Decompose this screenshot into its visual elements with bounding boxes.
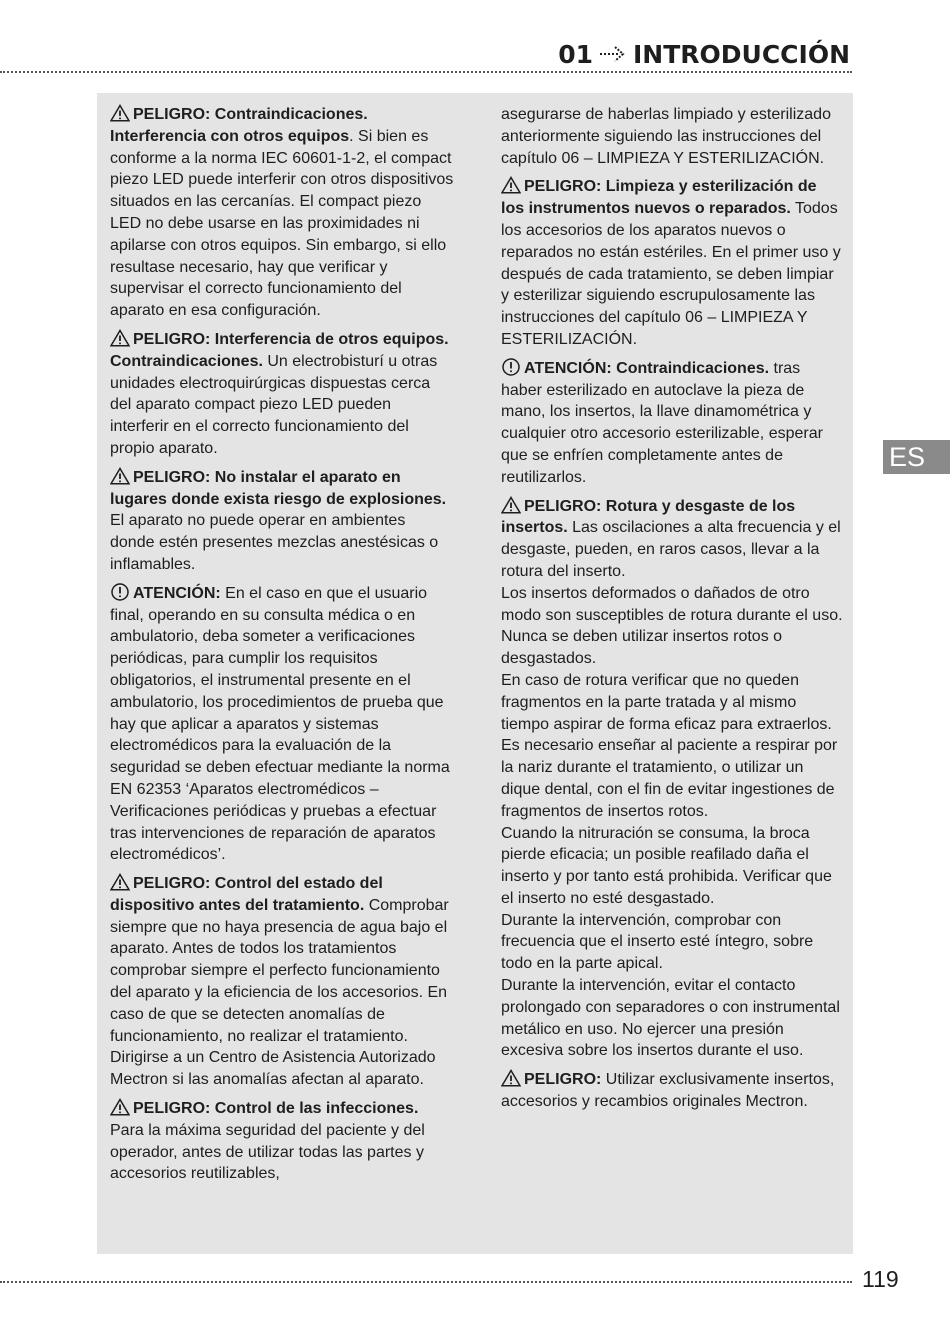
page-number: 119 <box>862 1266 899 1292</box>
warning-icon <box>110 1098 130 1116</box>
notice-heading: PELIGRO: Rotura y desgaste de los insertos. <box>501 497 796 537</box>
notice-paragraph <box>501 176 843 350</box>
language-tab: ES <box>883 440 950 474</box>
warning-icon <box>501 496 521 514</box>
notice-paragraph <box>501 358 843 489</box>
notice-text: tras haber esterilizado en autoclave la pieza de mano, los insertos, la llave dinamométrica y cualquier otro accesorio esterilizable, esperar que se enfríen completamente antes de reutilizarlos. <box>501 359 823 486</box>
notice-text: asegurarse de haberlas limpiado y esterilizado anteriormente siguiendo las instrucciones del capítulo 06 – LIMPIEZA Y ESTERILIZACIÓN. <box>501 106 831 167</box>
notice-paragraph <box>501 496 843 1063</box>
left-column <box>110 104 454 1192</box>
notice-paragraph <box>110 104 454 322</box>
right-column <box>501 104 843 1120</box>
warning-icon <box>501 1069 521 1087</box>
warning-icon <box>110 873 130 891</box>
attention-icon <box>110 583 130 601</box>
notice-paragraph <box>110 583 454 866</box>
notice-heading: PELIGRO: Limpieza y esterilización de los instrumentos nuevos o reparados. <box>501 178 817 218</box>
notice-paragraph <box>501 1069 843 1113</box>
notice-text: En el caso en que el usuario final, operando en su consulta médica o en ambulatorio, deba someter a verificaciones periódicas, para cumplir los requisitos obligatorios, el instrumental presente en el ambulatorio, los procedimientos de prueba que hay que aplicar a aparatos y sistemas electromédicos para la evaluación de la seguridad se deben efectuar mediante la norma EN 62353 ‘Aparatos electromédicos – Verificaciones periódicas y pruebas a efectuar tras intervenciones de reparación de aparatos electromédicos’. <box>110 584 450 864</box>
notice-text: Durante la intervención, evitar el contacto prolongado con separadores o con instrumental metálico en uso. No ejercer una presión excesiva sobre los insertos durante el uso. <box>501 977 840 1060</box>
notice-paragraph <box>110 329 454 460</box>
notice-heading: PELIGRO: Interferencia de otros equipos. Contraindicaciones. <box>110 330 449 370</box>
warning-icon <box>110 467 130 485</box>
notice-text: Los insertos deformados o dañados de otro modo son susceptibles de rotura durante el uso. Nunca se deben utilizar insertos rotos o desgastados. <box>501 584 843 668</box>
dotted-arrow-icon <box>599 44 627 64</box>
notice-paragraph <box>110 467 454 576</box>
header-dotted-rule <box>0 71 852 73</box>
notice-text: Para la máxima seguridad del paciente y del operador, antes de utilizar todas las partes y accesorios reutilizables, <box>110 1121 425 1183</box>
notice-text: Las oscilaciones a alta frecuencia y el desgaste, pueden, en raros casos, llevar a la rotura del inserto. <box>501 519 841 580</box>
attention-icon <box>501 358 521 376</box>
warning-icon <box>501 176 521 194</box>
warning-icon <box>110 104 130 122</box>
warning-icon <box>110 329 130 347</box>
notice-text: Durante la intervención, comprobar con frecuencia que el inserto esté íntegro, sobre todo en la parte apical. <box>501 911 814 973</box>
notice-text: Es necesario enseñar al paciente a respirar por la nariz durante el tratamiento, o utilizar un dique dental, con el fin de evitar ingestiones de fragmentos de insertos rotos. <box>501 737 838 820</box>
footer-dotted-rule <box>0 1281 852 1283</box>
section-header <box>558 36 850 72</box>
notice-text: Un electrobisturí u otras unidades electroquirúrgicas dispuestas cerca del aparato compact piezo LED pueden interferir en el correcto funcionamiento del propio aparato. <box>110 352 438 457</box>
notice-text: Cuando la nitruración se consuma, la broca pierde eficacia; un posible reafilado daña el inserto y por tanto está prohibida. Verificar que el inserto no esté desgastado. <box>501 824 832 907</box>
section-title: INTRODUCCIÓN <box>632 39 850 69</box>
notice-heading: PELIGRO: No instalar el aparato en lugares donde exista riesgo de explosiones. <box>110 468 447 508</box>
notice-heading: ATENCIÓN: <box>133 584 221 602</box>
notice-text: El aparato no puede operar en ambientes donde estén presentes mezclas anestésicas o inflamables. <box>110 512 439 573</box>
section-number: 01 <box>558 39 593 69</box>
notice-heading: PELIGRO: Control de las infecciones. <box>133 1100 419 1118</box>
notice-text: . Si bien es conforme a la norma IEC 60601-1-2, el compact piezo LED puede interferir con otros dispositivos situados en las cercanías. El compact piezo LED no debe usarse en las proximidades ni apilarse con otros equipos. Sin embargo, si ello resultase necesario, hay que verificar y supervisar el correcto funcionamiento del aparato en esa configuración. <box>110 127 454 320</box>
notice-text: Todos los accesorios de los aparatos nuevos o reparados no están estériles. En el primer uso y después de cada tratamiento, se deben limpiar y esterilizar siguiendo escrupulosamente las instrucciones del capítulo 06 – LIMPIEZA Y ESTERILIZACIÓN. <box>501 200 841 348</box>
notice-text: Comprobar siempre que no haya presencia de agua bajo el aparato. Antes de todos los tratamientos comprobar siempre el perfecto funcionamiento del aparato y la eficiencia de los accesorios. En caso de que se detecten anomalías de funcionamiento, no realizar el tratamiento. Dirigirse a un Centro de Asistencia Autorizado Mectron si las anomalías afectan al aparato. <box>110 896 449 1089</box>
notice-paragraph <box>110 873 454 1091</box>
notice-text: En caso de rotura verificar que no queden fragmentos en la parte tratada y al mismo tiempo aspirar de forma eficaz para extraerlos. <box>501 671 832 733</box>
notice-paragraph <box>501 104 843 169</box>
notice-heading: PELIGRO: Contraindicaciones. Interferencia con otros equipos <box>110 106 368 145</box>
notice-heading: PELIGRO: <box>524 1071 602 1089</box>
notice-heading: PELIGRO: Control del estado del dispositivo antes del tratamiento. <box>110 875 383 914</box>
notice-paragraph <box>110 1098 454 1185</box>
notice-text: Utilizar exclusivamente insertos, accesorios y recambios originales Mectron. <box>501 1071 835 1111</box>
notice-heading: ATENCIÓN: Contraindicaciones. <box>524 359 770 377</box>
